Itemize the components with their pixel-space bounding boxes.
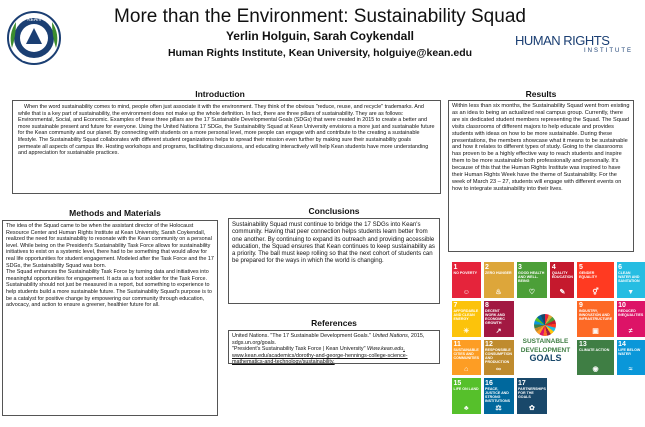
sdg-tile-17 xyxy=(517,378,548,414)
sdg-goal-icon: ♡ xyxy=(528,288,536,296)
sdg-tile-number: 17 xyxy=(518,379,526,387)
sdg-tile-1 xyxy=(452,262,481,298)
sdg-tile-number: 13 xyxy=(578,341,587,348)
sdg-tile-label: AFFORDABLE AND CLEAN ENERGY xyxy=(453,309,479,322)
sdg-tile-11 xyxy=(452,340,481,376)
sdg-goal-icon: ⚥ xyxy=(592,288,599,296)
sdg-tile-label: RESPONSIBLE CONSUMPTION AND PRODUCTION xyxy=(485,348,512,364)
sdg-tile-label: PEACE, JUSTICE AND STRONG INSTITUTIONS xyxy=(485,386,511,403)
sdg-tile-9 xyxy=(577,301,613,337)
sdg-tile-label: CLIMATE ACTION xyxy=(578,348,610,352)
sdg-goal-icon: ≠ xyxy=(628,327,633,335)
sdg-grid xyxy=(452,262,644,414)
sdg-tile-label: PARTNERSHIPS FOR THE GOALS xyxy=(518,386,546,399)
sdg-tile-6 xyxy=(617,262,645,298)
sdg-tile-number: 1 xyxy=(453,263,458,271)
sdg-tile-13 xyxy=(577,340,613,376)
hri-logo-line1: HUMAN RIGHTS xyxy=(515,33,610,48)
sdg-tile-label: QUALITY EDUCATION xyxy=(551,270,573,279)
poster-authors: Yerlin Holguin, Sarah Coykendall xyxy=(225,29,415,43)
sdg-tile-16 xyxy=(484,378,514,414)
sdg-center-logo xyxy=(517,301,575,376)
sdg-tile-2 xyxy=(484,262,514,298)
svg-text:KEAN: KEAN xyxy=(27,17,41,23)
sdg-goal-icon: ✎ xyxy=(559,288,566,296)
introduction-heading: Introduction xyxy=(195,89,245,99)
results-box xyxy=(448,100,634,252)
sdg-goal-icon: ☺ xyxy=(462,288,470,296)
sdg-tile-label: LIFE BELOW WATER xyxy=(618,348,641,356)
sdg-goal-icon: ♨ xyxy=(495,288,502,296)
sdg-goal-icon: ≈ xyxy=(628,366,633,374)
sdg-goal-icon: ⚖ xyxy=(495,405,502,412)
sdg-tile-label: REDUCED INEQUALITIES xyxy=(618,309,644,318)
introduction-box xyxy=(12,100,441,194)
reference-2-link[interactable]: , www.kean.edu/academics/dorothy-and-george-hennings-college-science-mathematics-and-technology/sustainability. xyxy=(232,346,408,366)
references-box xyxy=(228,330,440,364)
reference-1 xyxy=(232,333,436,346)
sdg-tile-number: 6 xyxy=(618,263,623,271)
introduction-text: When the word sustainability comes to mind, people often just associate it with the environment. They think of the obvious "reduce, reuse, and recycle" trademarks. And while that is a key part of sustainability, the environment does not make up the whole definition. In fact, there are three pillars of sustainability. They are as follows: Environmental, Social, and Economic. Examples of these three pillars are the 17 Sustainable Developmental Goals (SDGs) that were created in 2015 to create a better and more sustainable present and future for everyone. Using the United Nations 17 SDGs, the Sustainability Squad at Kean University envisions a more just and sustainable future for the Kean community and our planet. By connecting with students on a more personal level, more people can engage with and contribute to the creating a sustainable lifestyle. The Sustainability Squad collaborates with different student organizations helps to spread their mission even further by making sure their sustainability goals permeate all aspects of campus life. Hosting workshops and programs, facilitating discussions, and educating interactively will help Kean students have more understanding and appreciation for sustainable practices. xyxy=(18,104,435,157)
sdg-tile-number: 12 xyxy=(485,341,493,348)
methods-paragraph-2: The Squad enhances the Sustainability Task Force by turning data and initiatives into meaningful opportunities for engagement. It acts as a foot soldier for the Task Force. Sustainability should not just be measured in a report, but something to experience to help students build a more sustainable future. The Sustainability Squad's purpose is to be a catalyst for positive change by empowering our community through education, advocacy, and action to ensure a greener, healthier future for all. xyxy=(6,269,212,309)
sdg-goal-icon: ∞ xyxy=(496,366,502,374)
sdg-wheel-icon xyxy=(534,314,556,336)
sdg-tile-label: ZERO HUNGER xyxy=(485,270,512,275)
reference-2-text: "President's Sustainability Task Force | Kean University" xyxy=(232,346,367,353)
sdg-tile-label: CLEAN WATER AND SANITATION xyxy=(618,270,640,283)
sdg-goal-icon: ▼ xyxy=(627,288,635,296)
hri-logo-line2: INSTITUTE xyxy=(584,48,633,54)
methods-box xyxy=(2,220,218,416)
reference-1-source: United Nations xyxy=(372,333,408,339)
sdg-goal-icon: ◉ xyxy=(592,366,599,374)
sdg-tile-7 xyxy=(452,301,481,337)
sdg-tile-label: SUSTAINABLE CITIES AND COMMUNITIES xyxy=(453,348,480,360)
sdg-tile-number: 16 xyxy=(485,379,493,387)
reference-2 xyxy=(232,346,436,366)
sdg-tile-label: DECENT WORK AND ECONOMIC GROWTH xyxy=(485,309,506,326)
sdg-tile-3 xyxy=(517,262,548,298)
methods-paragraph-1: The idea of the Squad came to be when the assistant director of the Holocaust Resource Center and Human Rights Institute at Kean University, Sarah Coykendall, realized the need for sustainability to resonate with the Kean community on a personal level. While being on the President's Sustainability Task Force allows for sustainability initiatives to exist on a systemic level, there had to be something that would allow for real life opportunities for student engagement. Modeled after the Task Force and the 17 SDGs, the Sustainability Squad was born. xyxy=(6,223,214,269)
sdg-tile-4 xyxy=(550,262,574,298)
sdg-tile-number: 8 xyxy=(485,302,489,310)
sdg-tile-number: 9 xyxy=(578,302,583,310)
sdg-tile-number: 10 xyxy=(618,302,626,310)
sdg-tile-10 xyxy=(617,301,645,337)
sdg-tile-14 xyxy=(617,340,645,376)
conclusions-box xyxy=(228,218,440,304)
references-heading: References xyxy=(311,318,357,328)
sdg-center-line3: GOALS xyxy=(529,352,562,363)
sdg-tile-12 xyxy=(484,340,514,376)
sdg-goal-icon: ▣ xyxy=(592,327,599,335)
poster-title: More than the Environment: Sustainability Squad xyxy=(114,6,526,27)
sdg-tile-number: 4 xyxy=(551,263,556,271)
sdg-tile-number: 7 xyxy=(453,302,458,310)
sdg-center-line1: SUSTAINABLE xyxy=(522,337,569,345)
reference-1-tail: , 2015, sdgs.un.org/goals. xyxy=(232,333,425,346)
sdg-goal-icon: ↗ xyxy=(495,327,502,335)
sdg-tile-number: 11 xyxy=(453,341,461,348)
sdg-tile-15 xyxy=(452,378,481,414)
sdg-tile-number: 5 xyxy=(578,263,583,271)
results-heading: Results xyxy=(525,89,557,99)
conclusions-heading: Conclusions xyxy=(308,206,360,216)
sdg-tile-label: INDUSTRY, INNOVATION AND INFRASTRUCTURE xyxy=(578,309,613,322)
sdg-goal-icon: ✿ xyxy=(529,405,535,412)
sdg-center-line2: DEVELOPMENT xyxy=(520,346,571,354)
reference-1-text: United Nations. "The 17 Sustainable Development Goals." xyxy=(232,333,373,339)
poster-affiliation: Human Rights Institute, Kean University, holguiye@kean.edu xyxy=(167,47,473,59)
sdg-tile-8 xyxy=(484,301,514,337)
sdg-goal-icon: ⌂ xyxy=(464,366,469,374)
sdg-tile-label: GENDER EQUALITY xyxy=(578,270,598,279)
sdg-tile-number: 2 xyxy=(485,263,489,271)
sdg-tile-number: 15 xyxy=(453,379,462,387)
sdg-tile-number: 14 xyxy=(618,341,626,348)
svg-text:UNIVERSITY: UNIVERSITY xyxy=(21,57,47,62)
sdg-tile-number: 3 xyxy=(518,263,522,271)
sdg-tile-label: NO POVERTY xyxy=(453,270,478,275)
reference-2-source: Www.kean.edu xyxy=(367,346,404,353)
results-text: Within less than six months, the Sustainability Squad went from existing as an idea to being an actualized real campus group. Currently, there are six dedicated student members representing the Squad. The Squad visits classrooms of different majors to help educate and provides students with ideas on how to be more sustainable. During these presentations, the members showcase what it means to be sustainable and how it relates to different types of study. Going to the classrooms has proven to be a highly effective way to reach students and inspire them to be more sustainable both professionally and personally. It's because of this that the Human Rights Institute was inspired to have their Human Rights Week have the theme of Sustainability. For the week of March 23 – 27, students will engage with different events on how to integrate sustainability into their lives. xyxy=(452,103,630,192)
sdg-goal-icon: ☀ xyxy=(463,327,470,335)
sdg-tile-5 xyxy=(577,262,613,298)
conclusions-text: Sustainability Squad must continue to bridge the 17 SDGs into Kean's community. Having that peer connection helps students learn better from one another. By continuing to expand its outreach and providing accessible education, the Squad ensures that Kean continues to keep sustainability as a priority. The ball must keep rolling so that the next cohort of students can be prepared for the ways in which the world is changing. xyxy=(232,221,435,265)
sdg-tile-label: LIFE ON LAND xyxy=(453,386,479,391)
methods-heading: Methods and Materials xyxy=(69,208,161,218)
sdg-goal-icon: ♣ xyxy=(463,405,469,412)
sdg-tile-label: GOOD HEALTH AND WELL-BEING xyxy=(518,270,545,283)
